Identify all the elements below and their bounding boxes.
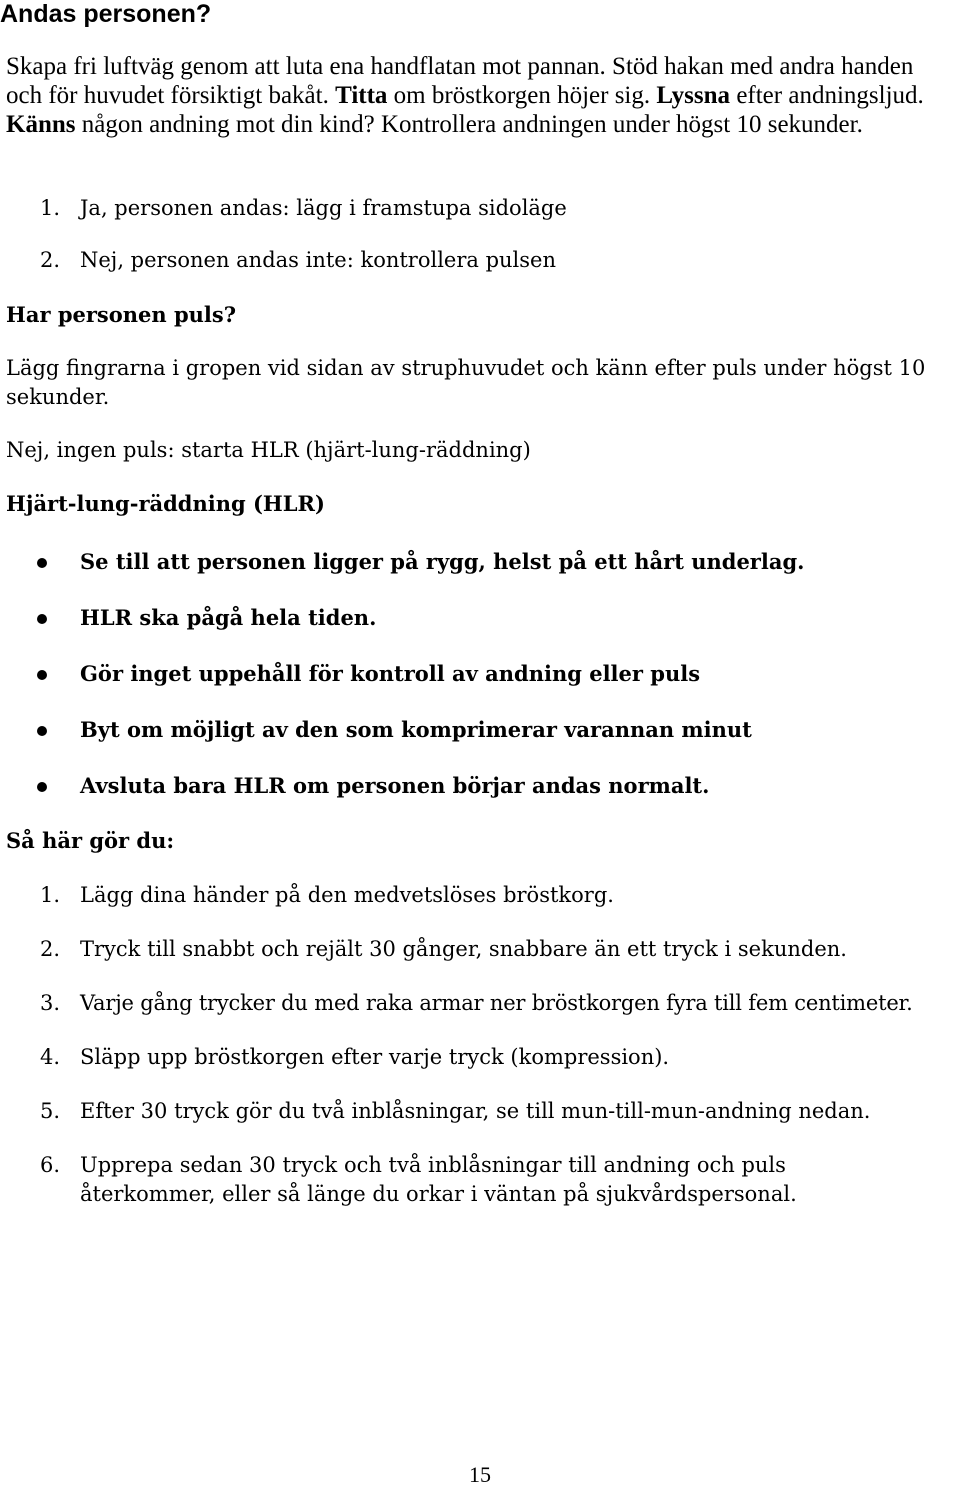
bullet-icon xyxy=(37,726,47,736)
list-item-number: 4. xyxy=(40,1045,61,1069)
list-item-text: Se till att personen ligger på rygg, helst på ett hårt underlag. xyxy=(80,549,805,574)
intro-text-2: om bröstkorgen höjer sig. xyxy=(387,82,657,109)
section-heading-hlr: Hjärt-lung-räddning (HLR) xyxy=(6,491,325,516)
list-item-number: 1. xyxy=(40,196,61,220)
list-item xyxy=(0,989,960,1019)
list-item-text: Tryck till snabbt och rejält 30 gånger, snabbare än ett tryck i sekunden. xyxy=(80,937,847,961)
list-item xyxy=(0,195,960,223)
list-item xyxy=(0,772,960,802)
section-heading-pulse: Har personen puls? xyxy=(6,302,237,327)
list-item-text: Efter 30 tryck gör du två inblåsningar, se till mun-till-mun-andning nedan. xyxy=(80,1099,871,1123)
list-item xyxy=(0,716,960,746)
list-item-number: 2. xyxy=(40,248,61,272)
section-heading-howto: Så här gör du: xyxy=(6,828,175,853)
list-item-number: 6. xyxy=(40,1153,61,1177)
intro-text-4: någon andning mot din kind? Kontrollera andningen under högst 10 sekunder. xyxy=(75,111,863,138)
bullet-icon xyxy=(37,670,47,680)
no-pulse-paragraph: Nej, ingen puls: starta HLR (hjärt-lung-räddning) xyxy=(6,438,531,462)
pulse-paragraph: Lägg fingrarna i gropen vid sidan av struphuvudet och känn efter puls under högst 10 sekunder. xyxy=(6,356,926,409)
list-item-number: 3. xyxy=(40,991,61,1015)
list-item-number: 1. xyxy=(40,883,61,907)
list-item-number: 5. xyxy=(40,1099,61,1123)
list-item-text: Lägg dina händer på den medvetslöses bröstkorg. xyxy=(80,883,614,907)
list-item xyxy=(0,247,960,275)
bullet-icon xyxy=(37,558,47,568)
list-item xyxy=(0,935,960,965)
list-item xyxy=(0,881,960,911)
list-item xyxy=(0,548,960,578)
list-item-text: Gör inget uppehåll för kontroll av andning eller puls xyxy=(80,661,701,686)
list-item-number: 2. xyxy=(40,937,61,961)
intro-text-1: Skapa fri luftväg genom att luta ena handflatan mot pannan. Stöd hakan med andra handen och för huvudet försiktigt bakåt. xyxy=(6,53,914,109)
bullet-icon xyxy=(37,782,47,792)
list-item-text: Varje gång trycker du med raka armar ner bröstkorgen fyra till fem centimeter. xyxy=(80,991,913,1015)
list-item xyxy=(0,660,960,690)
intro-paragraph xyxy=(6,52,951,139)
list-item-text: Nej, personen andas inte: kontrollera pulsen xyxy=(80,248,556,272)
intro-bold-look: Titta xyxy=(335,82,388,109)
bullet-icon xyxy=(37,614,47,624)
list-item-text: HLR ska pågå hela tiden. xyxy=(80,605,377,630)
list-item xyxy=(0,1043,960,1073)
list-item-text: Avsluta bara HLR om personen börjar andas normalt. xyxy=(80,773,710,798)
list-item-text: Ja, personen andas: lägg i framstupa sidoläge xyxy=(80,196,567,220)
list-item xyxy=(0,1097,960,1127)
list-item-text: Släpp upp bröstkorgen efter varje tryck (kompression). xyxy=(80,1045,670,1069)
list-item xyxy=(0,604,960,634)
intro-bold-listen: Lyssna xyxy=(656,82,731,109)
section-heading-breathing: Andas personen? xyxy=(0,0,212,28)
page-number: 15 xyxy=(469,1462,491,1487)
list-item xyxy=(0,1151,960,1211)
intro-text-3: efter andningsljud. xyxy=(730,82,924,109)
list-item-text: Byt om möjligt av den som komprimerar varannan minut xyxy=(80,717,752,742)
intro-bold-feel: Känns xyxy=(6,111,76,138)
list-item-text: Upprepa sedan 30 tryck och två inblåsningar till andning och puls återkommer, eller så länge du orkar i väntan på sjukvårdspersonal. xyxy=(80,1153,797,1206)
